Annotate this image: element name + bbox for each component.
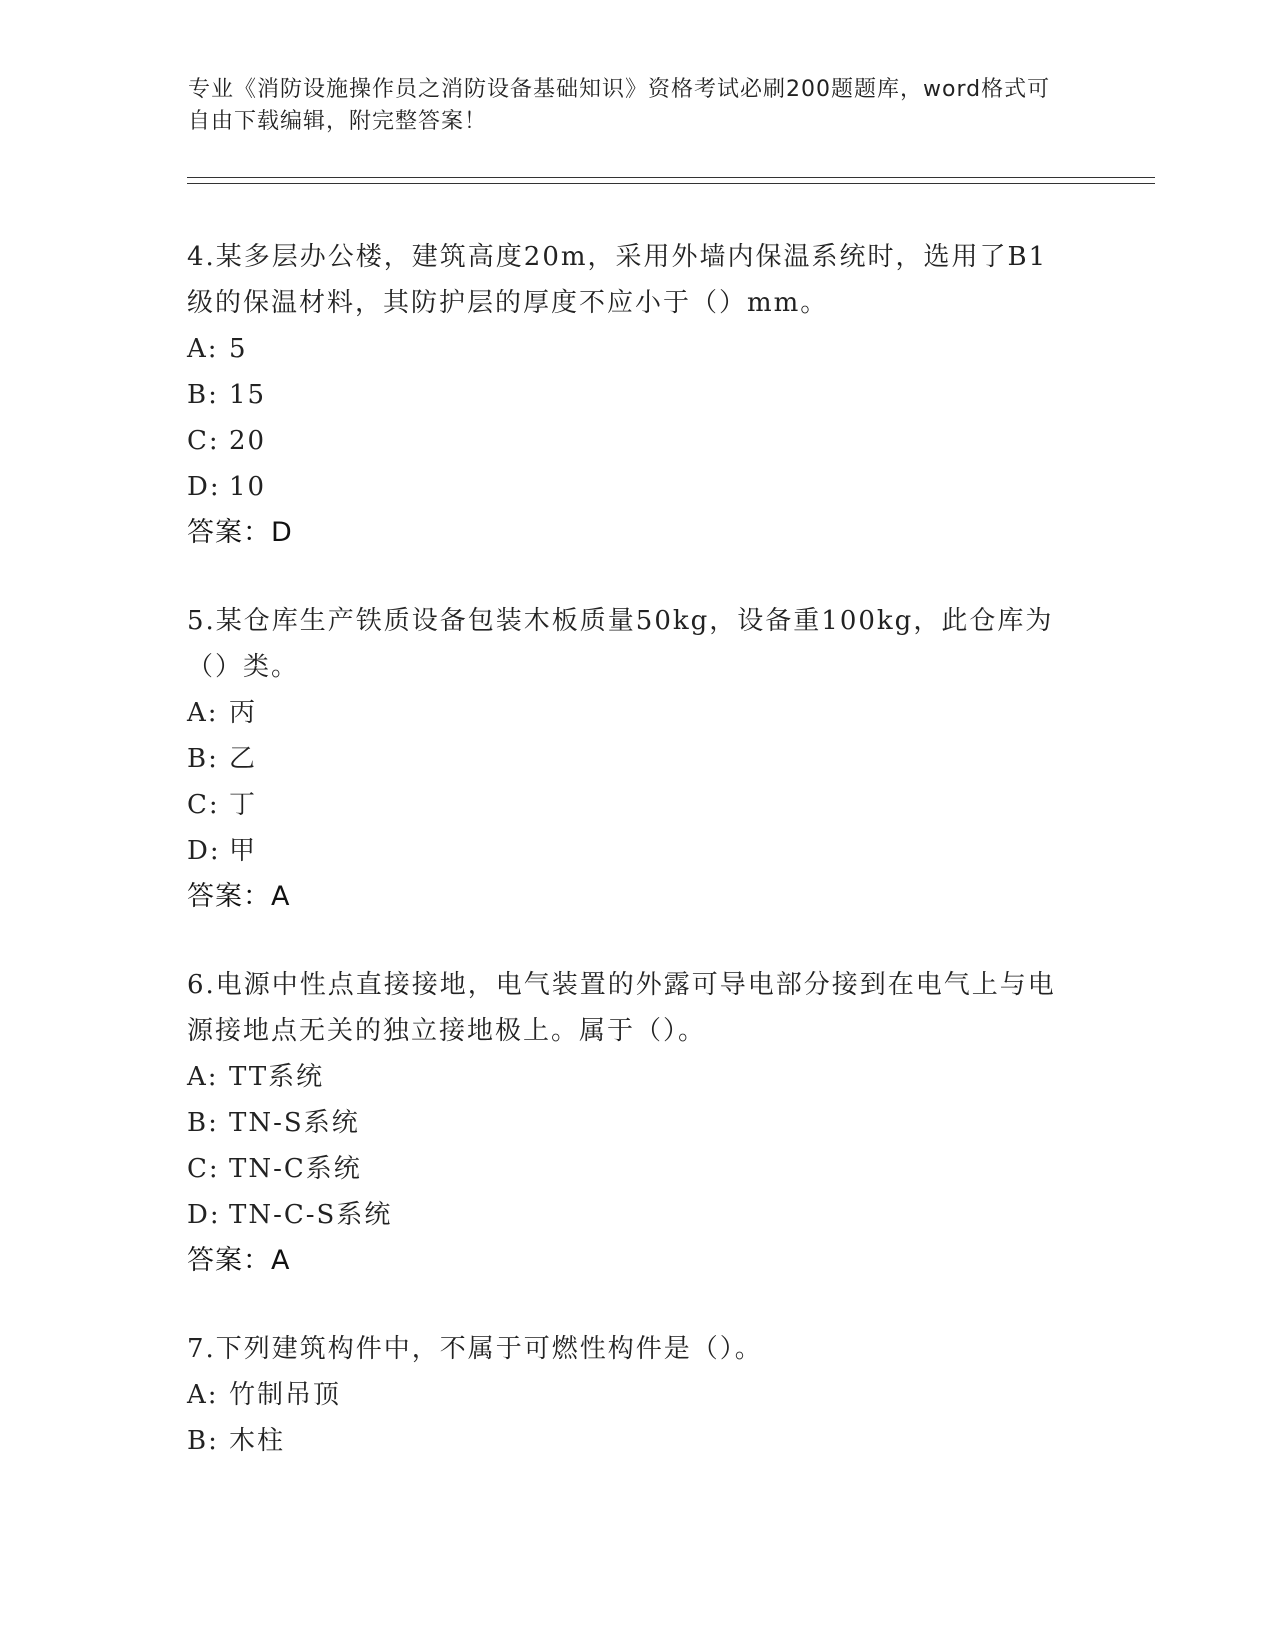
option-text: 乙 (229, 744, 258, 774)
option-letter: C: (187, 1154, 220, 1184)
option-letter: A: (187, 334, 219, 364)
answer-label: 答案：A (187, 1245, 291, 1276)
option-text: 木柱 (229, 1426, 286, 1456)
option-c (187, 418, 1067, 464)
option-letter: D: (187, 472, 221, 502)
option-text: TT系统 (229, 1062, 325, 1092)
option-text: 5 (229, 334, 248, 364)
option-letter: A: (187, 1062, 219, 1092)
option-letter: B: (187, 1108, 219, 1138)
question-7 (187, 1326, 1067, 1464)
option-text: 10 (229, 472, 267, 502)
header-divider-bottom (187, 183, 1155, 184)
option-d (187, 828, 1067, 874)
option-letter: D: (187, 1200, 221, 1230)
option-text: TN-S系统 (229, 1108, 360, 1138)
option-letter: C: (187, 426, 220, 456)
option-b (187, 372, 1067, 418)
option-letter: A: (187, 698, 219, 728)
option-text: TN-C系统 (229, 1154, 362, 1184)
option-letter: C: (187, 790, 220, 820)
option-text: 丙 (229, 698, 258, 728)
option-letter: B: (187, 744, 219, 774)
answer-label: 答案：D (187, 517, 293, 548)
question-stem: 7.下列建筑构件中，不属于可燃性构件是（）。 (187, 1334, 763, 1364)
option-a (187, 1054, 1067, 1100)
header-divider-top (187, 177, 1155, 178)
question-5 (187, 598, 1067, 920)
option-text: 甲 (229, 836, 258, 866)
option-text: 15 (229, 380, 267, 410)
option-text: 竹制吊顶 (229, 1380, 342, 1410)
option-a (187, 690, 1067, 736)
option-a (187, 1372, 1067, 1418)
question-4 (187, 234, 1067, 556)
option-d (187, 464, 1067, 510)
document-header: 专业《消防设施操作员之消防设备基础知识》资格考试必刷200题题库，word格式可自由下载编辑，附完整答案！ (188, 77, 1051, 134)
question-stem: 5.某仓库生产铁质设备包装木板质量50kg，设备重100kg，此仓库为（）类。 (187, 606, 1054, 682)
option-b (187, 736, 1067, 782)
question-stem: 4.某多层办公楼，建筑高度20m，采用外墙内保温系统时，选用了B1级的保温材料，其防护层的厚度不应小于（）mm。 (187, 242, 1048, 318)
option-text: TN-C-S系统 (229, 1200, 393, 1230)
option-b (187, 1100, 1067, 1146)
answer-label: 答案：A (187, 881, 291, 912)
question-stem: 6.电源中性点直接接地，电气装置的外露可导电部分接到在电气上与电源接地点无关的独立接地极上。属于（）。 (187, 970, 1056, 1046)
option-c (187, 1146, 1067, 1192)
option-text: 丁 (229, 790, 258, 820)
option-c (187, 782, 1067, 828)
option-b (187, 1418, 1067, 1464)
option-a (187, 326, 1067, 372)
option-d (187, 1192, 1067, 1238)
option-text: 20 (229, 426, 267, 456)
question-6 (187, 962, 1067, 1284)
option-letter: A: (187, 1380, 219, 1410)
option-letter: B: (187, 1426, 219, 1456)
option-letter: B: (187, 380, 219, 410)
option-letter: D: (187, 836, 221, 866)
